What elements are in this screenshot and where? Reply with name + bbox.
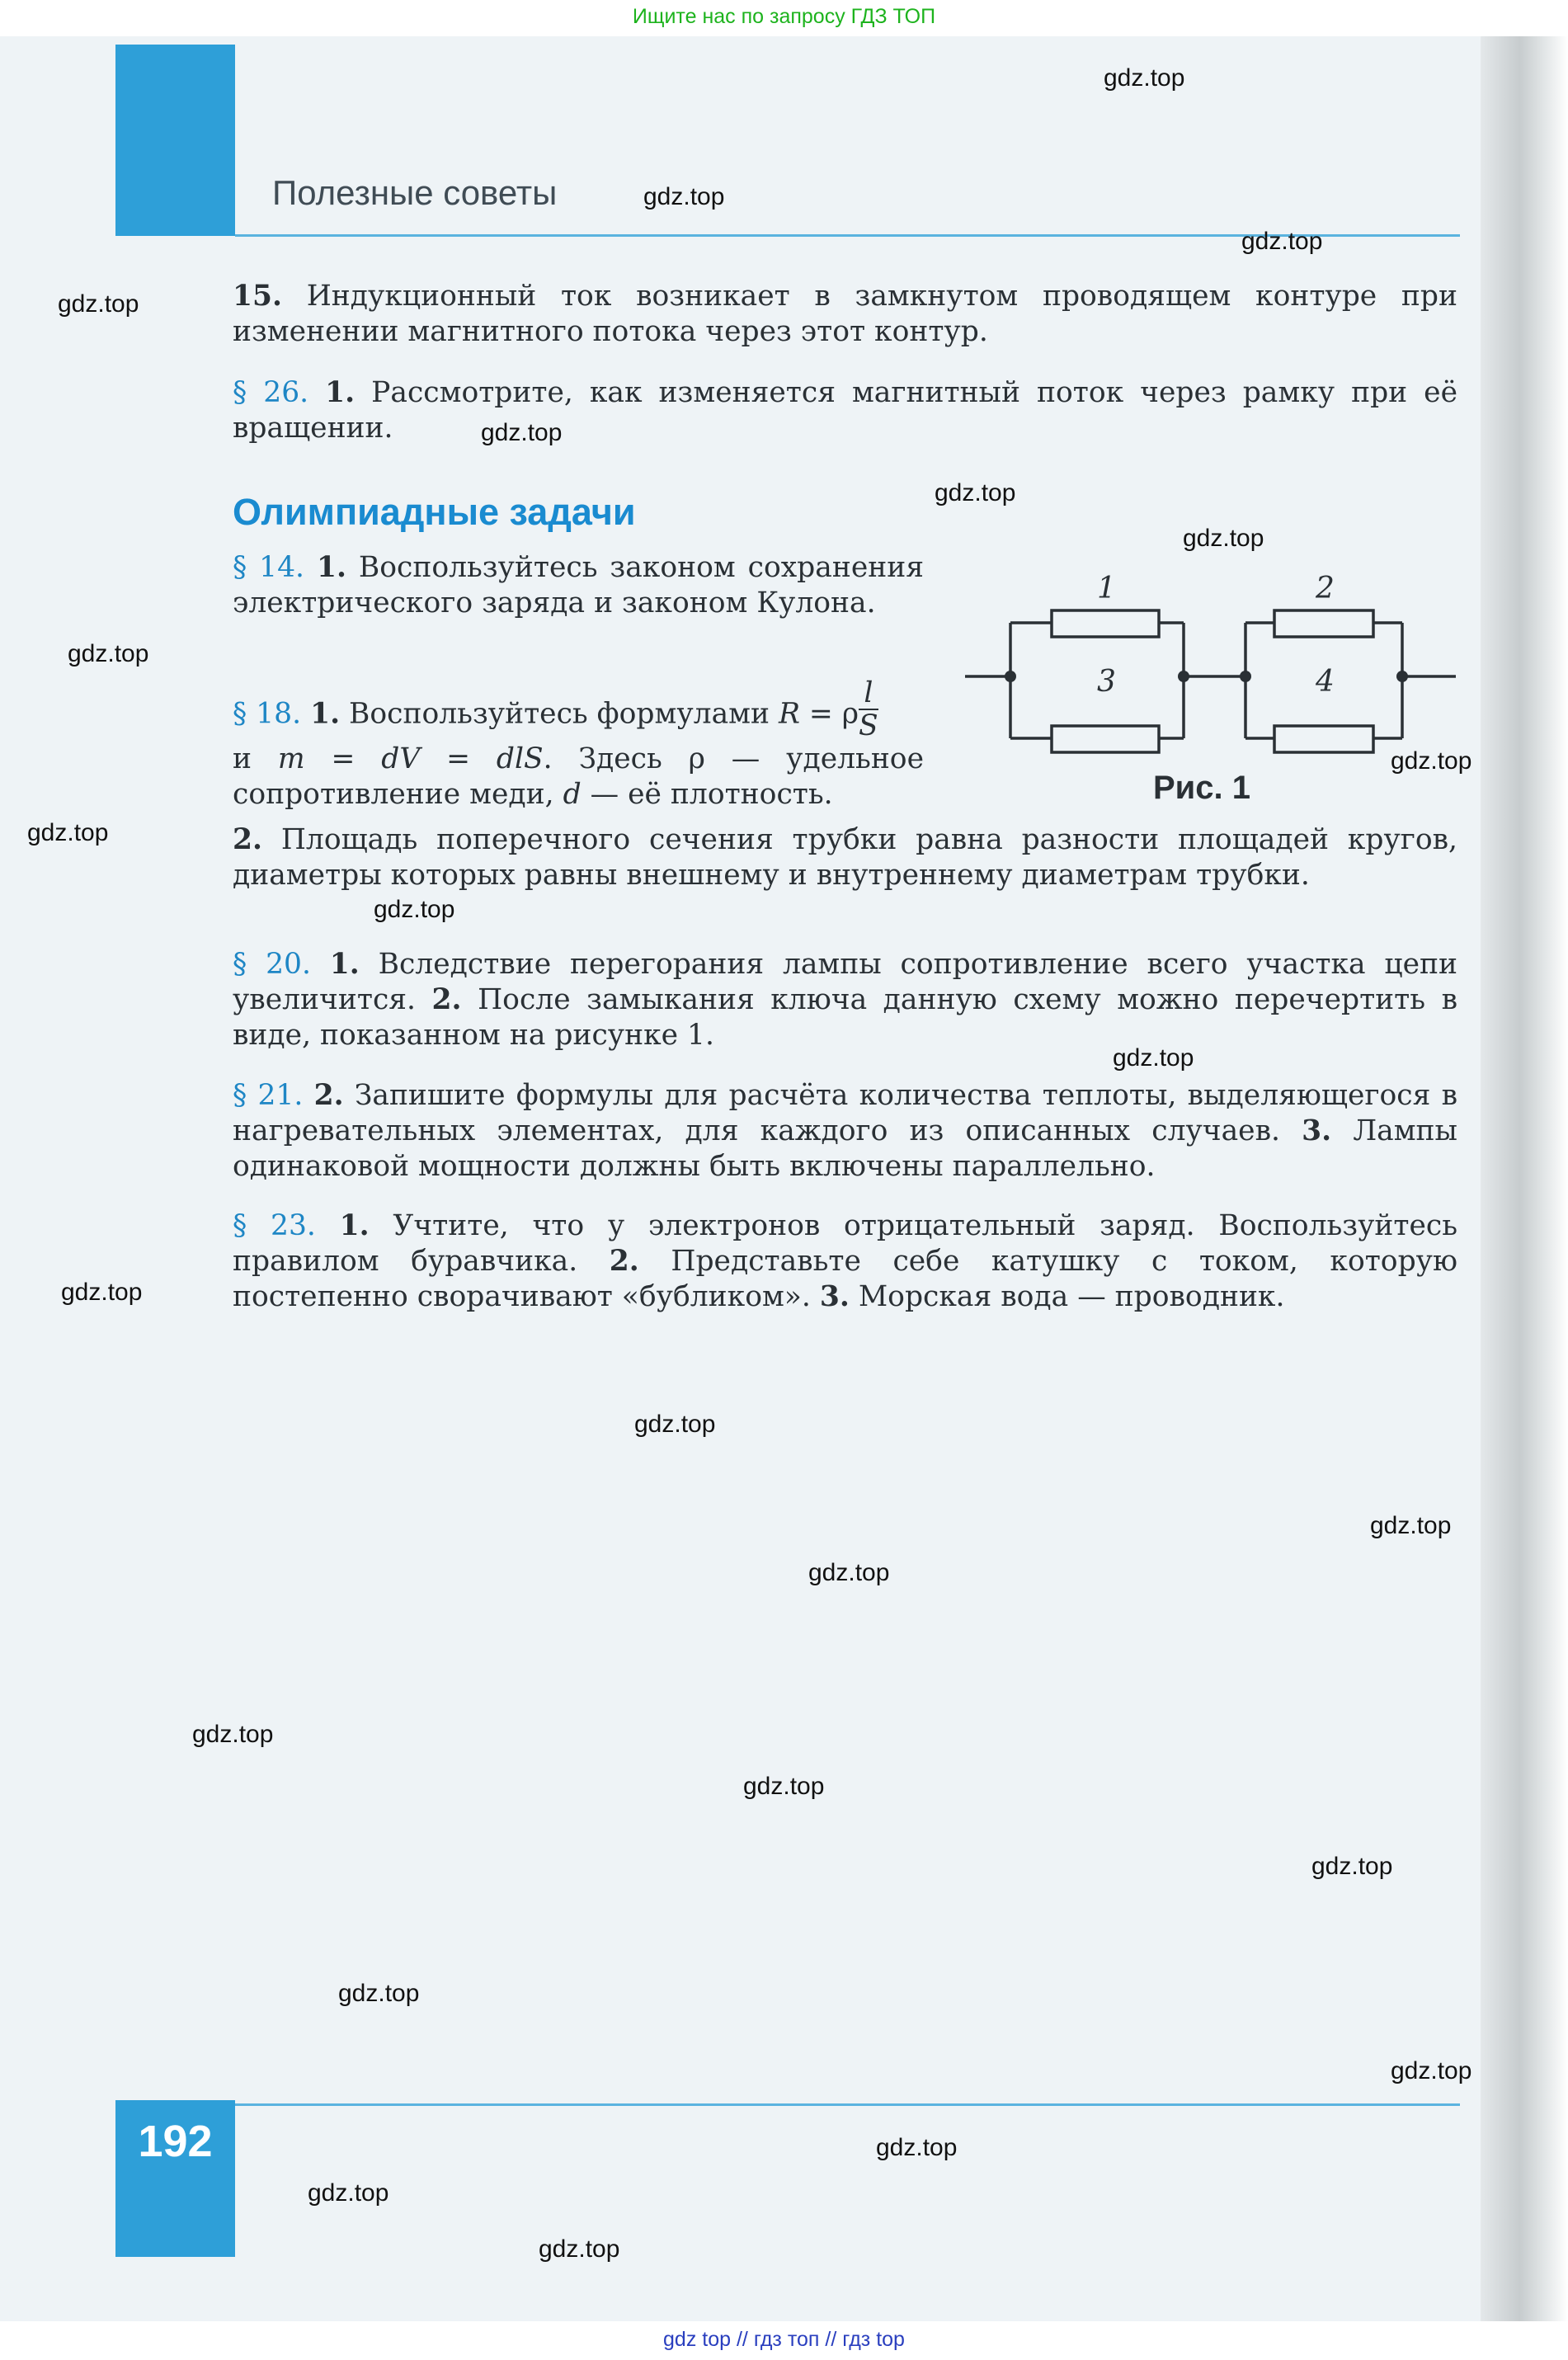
fraction-numerator: l <box>859 677 878 710</box>
hint-text: Площадь поперечного сечения трубки равна разности площадей кругов, диаметры которых равны внешнему и внутреннему диаметрам трубки. <box>233 823 1457 892</box>
watermark: gdz.top <box>338 1980 420 2007</box>
hint-num: 3. <box>819 1280 850 1313</box>
hint-text: Лампы одинаковой мощности должны быть включены параллельно. <box>233 1114 1457 1183</box>
formula-eq: = ρ <box>799 697 859 731</box>
hint-text: Воспользуйтесь законом сохранения электрического заряда и законом Кулона. <box>233 551 924 619</box>
watermark: gdz.top <box>58 290 139 318</box>
formula-R: R <box>778 697 800 731</box>
section-title: Олимпиадные задачи <box>233 491 636 533</box>
resistor-label: 3 <box>1097 665 1116 699</box>
hint-text: . Здесь ρ — удельное сопротивление меди, <box>233 742 924 811</box>
hint-text: Представьте себе катушку с током, которую постепенно сворачивают «бубликом». <box>233 1245 1457 1313</box>
hint-num: 2. <box>233 823 263 856</box>
resistor-2 <box>1274 610 1373 637</box>
junction-node <box>1240 671 1251 682</box>
hint-num: 1. <box>325 376 356 409</box>
hint-21 <box>233 1078 1457 1185</box>
circuit-diagram <box>965 540 1460 804</box>
watermark: gdz.top <box>539 2235 620 2263</box>
watermark: gdz.top <box>935 479 1016 506</box>
hint-15 <box>233 279 1457 350</box>
hint-text: — её плотность. <box>581 778 833 811</box>
watermark: gdz.top <box>743 1773 825 1800</box>
watermark: gdz.top <box>68 640 149 667</box>
fraction-denominator: S <box>859 709 878 742</box>
watermark: gdz.top <box>1311 1853 1393 1880</box>
watermark: gdz.top <box>1113 1044 1194 1072</box>
circuit-figure <box>965 540 1460 808</box>
header-tab <box>115 45 235 236</box>
watermark: gdz.top <box>1391 747 1472 775</box>
hint-26 <box>233 375 1457 446</box>
section-ref: § 20. <box>233 948 311 981</box>
resistor-4 <box>1274 726 1373 752</box>
footer-watermark[interactable]: gdz top // гдз топ // гдз top <box>663 2328 905 2351</box>
watermark: gdz.top <box>808 1559 890 1586</box>
hint-text: и <box>233 742 278 775</box>
hint-num: 15. <box>233 280 283 313</box>
top-banner[interactable]: Ищите нас по запросу ГДЗ ТОП <box>632 5 936 28</box>
hint-num: 2. <box>609 1245 639 1278</box>
hint-text: Рассмотрите, как изменяется магнитный поток через рамку при её вращении. <box>233 376 1457 445</box>
page-number: 192 <box>138 2117 213 2166</box>
hint-23 <box>233 1208 1457 1315</box>
hint-text: Индукционный ток возникает в замкнутом проводящем контуре при изменении магнитного потока через этот контур. <box>233 280 1457 348</box>
section-ref: § 23. <box>233 1209 316 1242</box>
hint-18-part1 <box>233 676 924 813</box>
watermark: gdz.top <box>308 2179 389 2207</box>
formula-d: d <box>563 778 582 811</box>
hint-num: 1. <box>329 948 360 981</box>
watermark: gdz.top <box>374 896 455 923</box>
figure-caption: Рис. 1 <box>1153 770 1250 804</box>
watermark: gdz.top <box>1391 2057 1472 2084</box>
hint-14 <box>233 550 924 621</box>
watermark: gdz.top <box>876 2134 958 2161</box>
watermark: gdz.top <box>1370 1512 1452 1539</box>
hint-num: 1. <box>316 551 346 584</box>
hint-num: 2. <box>431 983 462 1016</box>
junction-node <box>1396 671 1408 682</box>
hint-text: Вследствие перегорания лампы сопротивление всего участка цепи увеличится. <box>233 948 1458 1016</box>
watermark: gdz.top <box>61 1279 143 1306</box>
watermark: gdz.top <box>1241 228 1323 255</box>
section-ref: § 14. <box>233 551 305 584</box>
resistor-1 <box>1052 610 1159 637</box>
junction-node <box>1005 671 1016 682</box>
page-edge <box>1481 36 1568 2321</box>
hint-20 <box>233 947 1457 1053</box>
watermark: gdz.top <box>1183 525 1264 552</box>
hint-num: 1. <box>310 697 341 731</box>
formula-m: m = dV = dlS <box>277 742 544 775</box>
hint-18-part2 <box>233 822 1457 893</box>
watermark: gdz.top <box>481 419 563 446</box>
section-ref: § 26. <box>233 376 309 409</box>
watermark: gdz.top <box>192 1721 274 1748</box>
section-ref: § 21. <box>233 1079 304 1112</box>
section-ref: § 18. <box>233 697 302 731</box>
watermark: gdz.top <box>643 183 725 210</box>
footer-rule <box>235 2103 1460 2106</box>
hint-text: Запишите формулы для расчёта количества теплоты, выделяющегося в нагревательных элементах, для каждого из описанных случаев. <box>233 1079 1457 1147</box>
resistor-3 <box>1052 726 1159 752</box>
watermark: gdz.top <box>27 819 109 846</box>
hint-num: 3. <box>1302 1114 1332 1147</box>
resistor-label: 4 <box>1316 665 1335 699</box>
hint-text: Учтите, что у электронов отрицательный заряд. Воспользуйтесь правилом буравчика. <box>233 1209 1457 1278</box>
watermark: gdz.top <box>1104 64 1185 92</box>
resistor-label: 2 <box>1316 572 1335 605</box>
hint-num: 1. <box>339 1209 370 1242</box>
hint-text: После замыкания ключа данную схему можно перечертить в виде, показанном на рисунке 1. <box>233 983 1457 1052</box>
resistor-label: 1 <box>1097 572 1116 605</box>
hint-num: 2. <box>313 1079 344 1112</box>
running-head: Полезные советы <box>272 173 558 212</box>
hint-text: Воспользуйтесь формулами <box>340 697 779 731</box>
junction-node <box>1178 671 1189 682</box>
hint-text: Морская вода — проводник. <box>849 1280 1285 1313</box>
watermark: gdz.top <box>634 1411 716 1438</box>
formula-fraction <box>859 677 878 742</box>
